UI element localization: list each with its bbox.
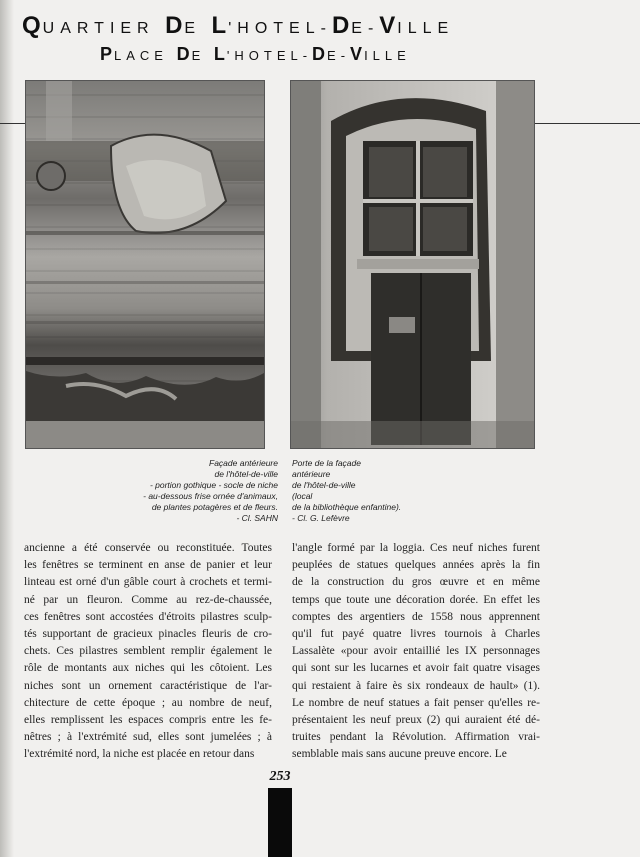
- line2-segment: ILLE: [364, 48, 411, 63]
- body-text-right-column: [292, 540, 540, 763]
- caption-line: de l'hôtel-de-ville: [292, 480, 356, 490]
- text-line: semblable mais sans aucune preuve encore. Le: [292, 748, 507, 761]
- text-line: temps que toute une décoration dorée. En effet les: [292, 593, 540, 606]
- header-subtitle: [100, 44, 620, 65]
- header-rule-left: [0, 123, 25, 124]
- line1-segment: E: [184, 20, 212, 37]
- caption-line: de plantes potagères et de fleurs.: [151, 502, 278, 512]
- caption-line: de l'hôtel-de-ville: [214, 469, 278, 479]
- line1-segment: UARTIER: [42, 20, 166, 37]
- text-line: ces fenêtres sont accostées d'étroits pilastres sculp-: [24, 610, 272, 623]
- text-line: qu'il fut payé quatre livres tournois à Charles: [292, 627, 540, 640]
- caption-line: (local: [292, 491, 313, 501]
- text-line: nêtres ; à l'extrémité sud, elles sont jumelées ; à: [24, 731, 272, 744]
- line1-segment: E-: [351, 20, 380, 37]
- line2-segment: V: [350, 44, 365, 64]
- line1-segment: D: [331, 12, 352, 39]
- line2-segment: 'HOTEL-: [226, 48, 313, 63]
- text-line: qui sont sur les lucarnes et avoir fait quatre visages: [292, 662, 540, 675]
- caption-line: - Cl. G. Lefèvre: [292, 513, 350, 523]
- photo-door-illustration: [291, 81, 534, 448]
- text-line: niches sont un ornement caractéristique de l'ar-: [24, 679, 272, 692]
- body-text-left-column: [24, 540, 272, 763]
- photo-facade-niche-socle: [25, 80, 265, 449]
- photo-facade-illustration: [26, 81, 264, 448]
- caption-right: [292, 458, 472, 524]
- text-line: rôle de montants aux niches qui les côtoient. Les: [24, 662, 272, 675]
- text-line: chitecture de cette époque ; au nombre de neuf,: [24, 696, 272, 709]
- text-line: chets. Ces pilastres semblent remplir également le: [24, 645, 272, 658]
- text-line: comptes des argentiers de 1558 nous apprennent: [292, 610, 540, 623]
- text-line: l'extrémité nord, la niche est placée en retour dans: [24, 748, 255, 761]
- text-line: Le nombre de neuf statues a fait penser qu'elles re-: [292, 696, 540, 709]
- caption-line: de la bibliothèque enfantine).: [292, 502, 402, 512]
- caption-line: - Cl. SAHN: [236, 513, 278, 523]
- text-line: tés supportant de gracieux pinacles fleuris de cro-: [24, 627, 272, 640]
- caption-line: Façade antérieure: [209, 458, 278, 468]
- line2-segment: L: [213, 44, 227, 64]
- line2-segment: E: [191, 48, 214, 63]
- line1-segment: ILLE: [397, 20, 455, 37]
- text-line: ancienne a été conservée ou reconstituée. Toutes: [24, 542, 272, 554]
- photo-facade-door: [290, 80, 535, 449]
- text-line: les fenêtres se terminent en anse de panier et leur: [24, 559, 272, 572]
- text-line: elles remplissent les espaces compris entre les fe-: [24, 713, 272, 726]
- text-line: l'angle formé par la loggia. Ces neuf niches furent: [292, 542, 540, 554]
- caption-line: Porte de la façade: [292, 458, 361, 468]
- text-line: présentaient les neuf preux (2) qui auraient été dé-: [292, 713, 540, 726]
- line1-segment: Q: [22, 12, 43, 39]
- line2-segment: D: [312, 44, 328, 64]
- text-line: peuplées de statues quelques années après la fin: [292, 559, 540, 572]
- line2-segment: D: [176, 44, 192, 64]
- caption-line: - portion gothique - socle de niche: [149, 480, 278, 490]
- caption-line: - au-dessous frise ornée d'animaux,: [143, 491, 278, 501]
- text-line: né par un fleuron. Comme au rez-de-chaussée,: [24, 593, 272, 606]
- page-number-bar: [268, 788, 292, 857]
- text-line: Lassalète «pour avoir entaillié les IX personnages: [292, 645, 540, 658]
- text-line: qui restaient à faire ès six rondeaux de hault» (1).: [292, 679, 540, 692]
- line1-segment: L: [211, 12, 229, 39]
- line1-segment: D: [165, 12, 185, 39]
- line1-segment: V: [379, 12, 398, 39]
- text-line: linteau est orné d'un gâble court à crochets et termi-: [24, 576, 272, 589]
- text-line: truites pendant la Révolution. Affirmation vrai-: [292, 731, 540, 744]
- header-title: [22, 12, 622, 40]
- caption-line: antérieure: [292, 469, 331, 479]
- line1-segment: 'HOTEL-: [228, 20, 332, 37]
- text-line: de la construction du gros œuvre et en même: [292, 576, 540, 589]
- line2-segment: LACE: [114, 48, 177, 63]
- page-gutter-shadow: [0, 0, 14, 857]
- header-rule-right: [533, 123, 640, 124]
- page-number: 253: [269, 769, 291, 784]
- line2-segment: E-: [327, 48, 351, 63]
- caption-left: [110, 458, 278, 524]
- line2-segment: P: [100, 44, 115, 64]
